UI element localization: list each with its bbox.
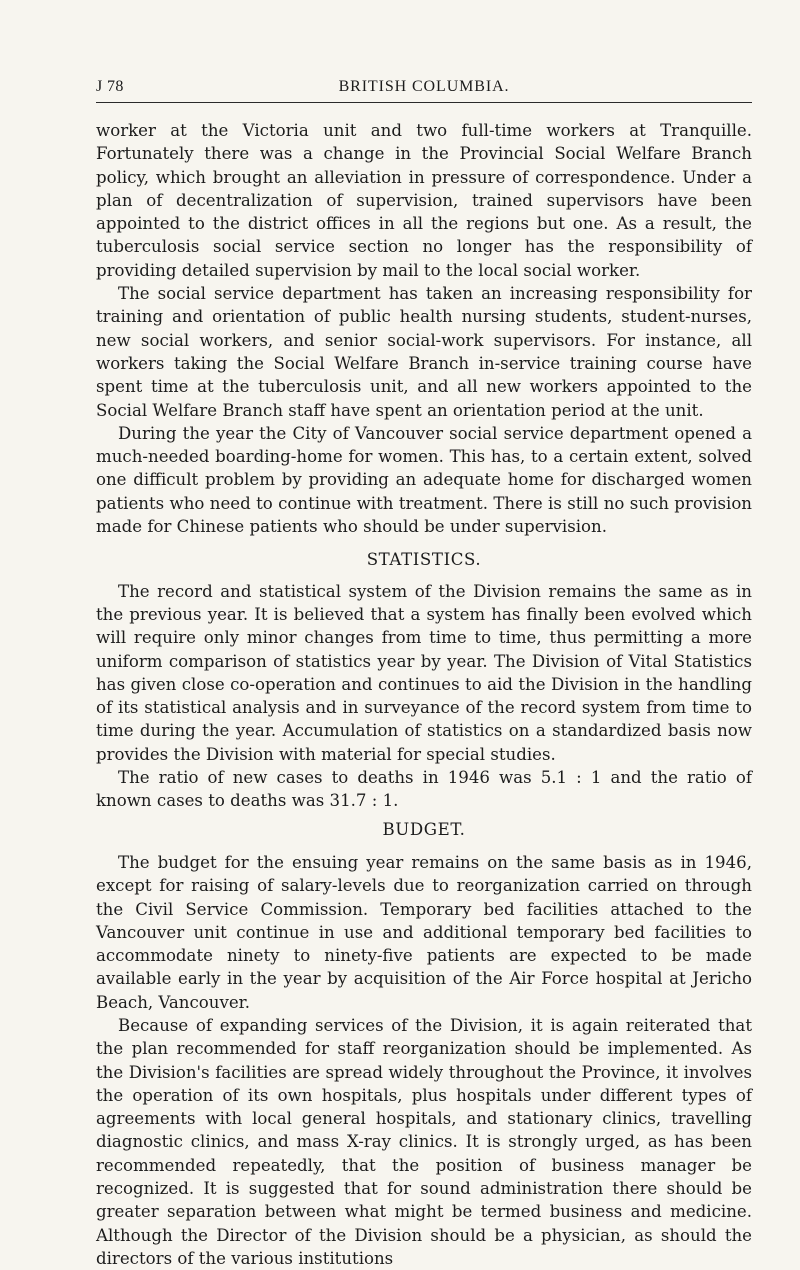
page-header [96,78,752,100]
body-text [96,119,752,1270]
page-number: J 78 [96,78,124,95]
paragraph-record-system: The record and statistical system of the Division remains the same as in the previous year. It is believed that a system has finally been evolved which will require only minor changes from time to time, thus permitting a more uniform comparison of statistics year by year. The Division of Vital Statistics has given close co-operation and continues to aid the Division in the handling of its statistical analysis and in surveyance of the record system from time to time during the year. Accumulation of statistics on a standardized basis now provides the Division with material for special studies. [96,581,752,764]
running-title: BRITISH COLUMBIA. [338,78,510,95]
paragraph-training: The social service department has taken an increasing responsibility for training and orientation of public health nursing students, student-nurses, new social workers, and senior social-work supervisors. For instance, all workers taking the Social Welfare Branch in-service training course have spent time at the tuberculosis unit, and all new workers appointed to the Social Welfare Branch staff have spent an orientation period at the unit. [96,284,752,420]
paragraph-budget: The budget for the ensuing year remains on the same basis as in 1946, except for raising of salary-levels due to reorganization carried on through the Civil Service Commission. Temporary bed facilities attached to the Vancouver unit continue in use and additional temporary bed facilities to accommodate ninety to ninety-five patients are expected to be made available early in the year by acquisition of the Air Force hospital at Jericho Beach, Vancouver. [96,852,752,1012]
paragraph-boarding-home: During the year the City of Vancouver social service department opened a much-needed boarding-home for women. This has, to a certain extent, solved one difficult problem by providing an adequate home for discharged women patients who need to continue with treatment. There is still no such provision made for Chinese patients who should be under supervision. [96,423,752,537]
paragraph-reorganization: Because of expanding services of the Division, it is again reiterated that the plan recommended for staff reorganization should be implemented. As the Division's facilities are spread widely throughout the Province, it involves the operation of its own hospitals, plus hospitals under different types of agreements with local general hospitals, and stationary clinics, travelling diagnostic clinics, and mass X-ray clinics. It is strongly urged, as has been recommended repeatedly, that the position of business manager be recognized. It is suggested that for sound administration there should be greater separation between what might be termed business and medicine. Although the Director of the Division should be a physician, as should the directors of the various institutions [96,1015,752,1268]
heading-budget: BUDGET. [382,819,466,839]
header-rule [96,102,752,103]
paragraph-continuation: worker at the Victoria unit and two full-time workers at Tranquille. Fortunately there was a change in the Provincial Social Welfare Branch policy, which brought an alleviation in pressure of correspondence. Under a plan of decentralization of supervision, trained supervisors have been appointed to the district offices in all the regions but one. As a result, the tuberculosis social service section no longer has the responsibility of providing detailed supervision by mail to the local social worker. [96,121,752,280]
paragraph-ratio: The ratio of new cases to deaths in 1946 was 5.1 : 1 and the ratio of known cases to deaths was 31.7 : 1. [96,768,752,811]
document-page [96,78,752,1270]
heading-statistics: STATISTICS. [366,550,482,570]
